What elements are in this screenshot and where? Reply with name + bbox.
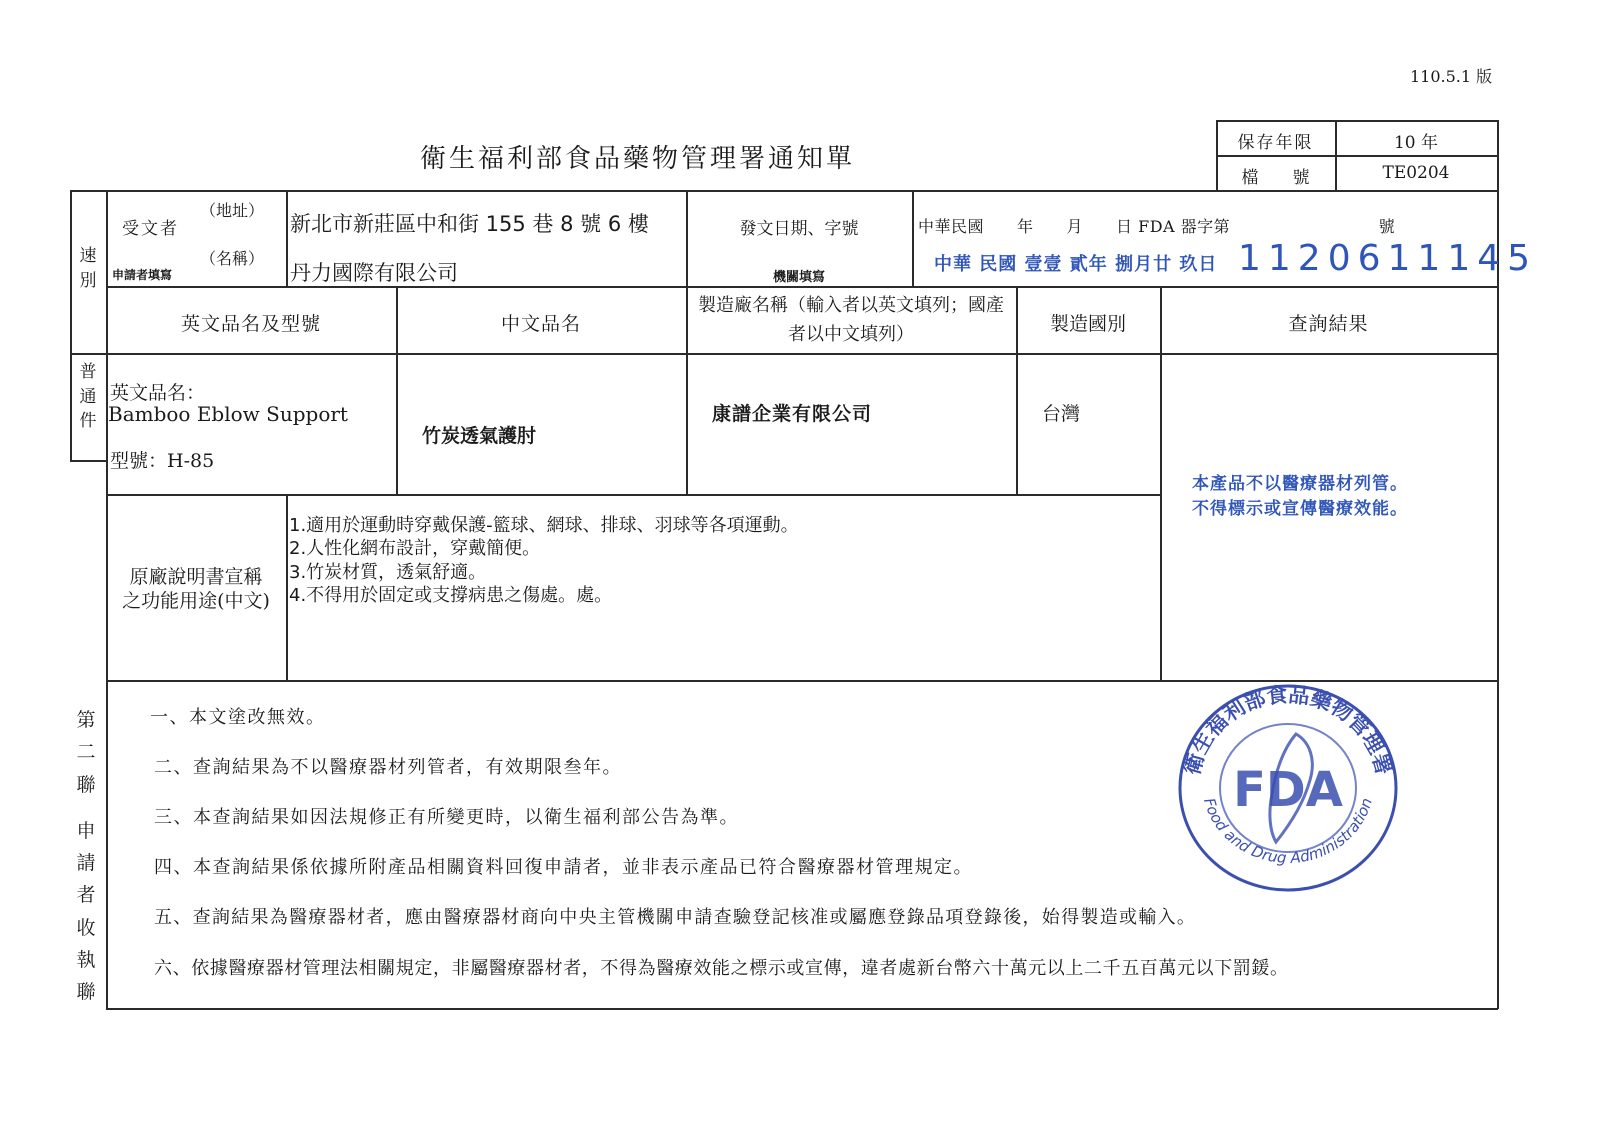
english-product-name: Bamboo Eblow Support	[108, 402, 348, 426]
speed-label: 速 別	[79, 246, 97, 291]
function-item: 2.人性化網布設計，穿戴簡便。	[289, 538, 541, 560]
fda-seal	[1176, 682, 1400, 894]
issue-date-label: 發文日期、字號	[739, 219, 859, 239]
name-tag: （名稱）	[200, 249, 265, 268]
recipient-address: 新北市新莊區中和街 155 巷 8 號 6 樓	[290, 212, 649, 236]
file-number-value: TE0204	[1382, 163, 1450, 183]
fda-seal-center-text: FDA	[1233, 762, 1343, 818]
issue-date-stamp: 中華 民國 壹壹 貳年 捌月廿 玖日	[934, 254, 1218, 275]
normal-delivery-label: 普 通 件	[79, 362, 97, 432]
chinese-product-name: 竹炭透氣護肘	[422, 425, 537, 447]
issue-template-line: 中華民國 年 月 日 FDA 器字第 號	[918, 217, 1396, 236]
notice-item: 三、本查詢結果如因法規修正有所變更時，以衛生福利部公告為準。	[154, 807, 739, 828]
english-name-label: 英文品名：	[110, 382, 206, 404]
function-item: 1.適用於運動時穿戴保護-籃球、網球、排球、羽球等各項運動。	[289, 515, 799, 536]
model-number: 型號：H-85	[110, 450, 215, 472]
result-stamp-line2: 不得標示或宣傳醫療效能。	[1192, 498, 1408, 519]
manufacturer-name: 康譜企業有限公司	[712, 403, 873, 425]
notice-item: 五、查詢結果為醫療器材者，應由醫療器材商向中央主管機關申請查驗登記核准或屬應登錄品項登錄後，始得製造或輸入。	[154, 907, 1197, 928]
applicant-fill-note: 申請者填寫	[112, 268, 173, 282]
address-tag: （地址）	[200, 201, 265, 220]
recipient-label: 受文者	[122, 219, 179, 239]
fda-seal-bottom-text: Food and Drug Administration	[1200, 795, 1377, 867]
header-chinese-name: 中文品名	[500, 313, 581, 335]
result-stamp-line1: 本產品不以醫療器材列管。	[1192, 474, 1408, 494]
recipient-name: 丹力國際有限公司	[290, 261, 458, 285]
header-manufacturer: 製造廠名稱（輸入者以英文填列；國產者以中文填列）	[698, 295, 1004, 345]
function-item: 4.不得用於固定或支撐病患之傷處。處。	[289, 585, 613, 607]
file-number-label: 檔 號	[1241, 168, 1310, 188]
version-label: 110.5.1 版	[1410, 67, 1493, 86]
result-stamp	[1192, 472, 1408, 521]
document-number-stamp: 1120611145	[1238, 238, 1538, 279]
country-of-manufacture: 台灣	[1042, 403, 1081, 425]
header-result: 查詢結果	[1288, 313, 1369, 335]
function-list	[289, 514, 799, 608]
notice-item: 二、查詢結果為不以醫療器材列管者，有效期限叁年。	[154, 757, 622, 778]
function-label: 原廠說明書宣稱 之功能用途(中文)	[122, 566, 270, 612]
function-item: 3.竹炭材質，透氣舒適。	[289, 561, 487, 583]
notice-item: 四、本查詢結果係依據所附產品相關資料回復申請者，並非表示產品已符合醫療器材管理規定。	[154, 857, 973, 878]
agency-fill-note: 機關填寫	[772, 270, 825, 285]
retention-label: 保存年限	[1237, 133, 1314, 153]
header-country: 製造國別	[1049, 313, 1126, 335]
notice-item: 一、本文塗改無效。	[150, 707, 326, 728]
copy-designation-label: 第 二 聯 申 請 者 收 執 聯	[76, 709, 96, 1004]
fda-seal-top-text: 衛生福利部食品藥物管理署	[1179, 682, 1397, 778]
header-english-name: 英文品名及型號	[180, 313, 321, 335]
notice-item: 六、依據醫療器材管理法相關規定，非屬醫療器材者，不得為醫療效能之標示或宣傳，違者處新台幣六十萬元以上二千五百萬元以下罰鍰。	[154, 958, 1289, 979]
page-title: 衛生福利部食品藥物管理署通知單	[420, 144, 856, 174]
retention-value: 10 年	[1393, 133, 1439, 153]
